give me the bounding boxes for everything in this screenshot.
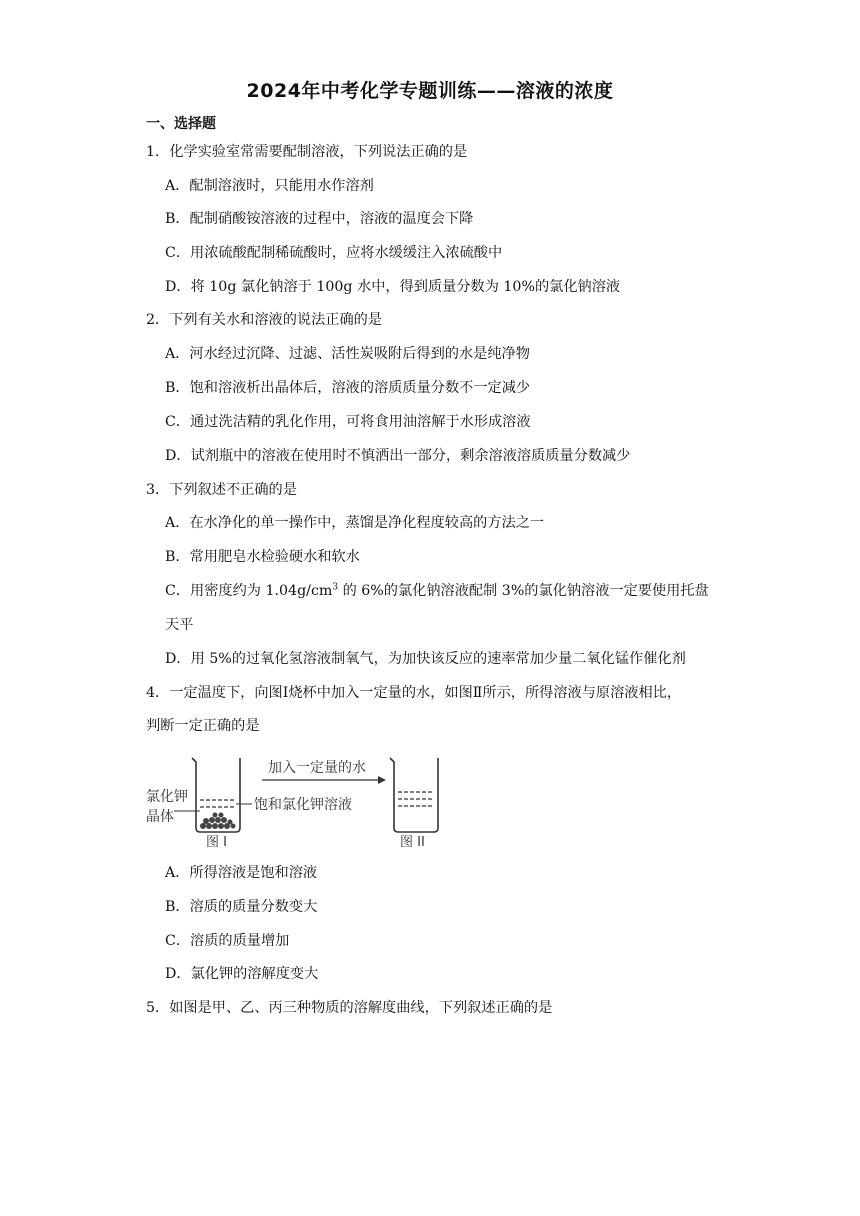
beaker-2-liquid (398, 792, 434, 806)
question-1-option-d: D．将 10g 氯化钠溶于 100g 水中，得到质量分数为 10%的氯化钠溶液 (165, 279, 621, 295)
question-5-stem: 5．如图是甲、乙、丙三种物质的溶解度曲线，下列叙述正确的是 (146, 1000, 553, 1016)
arrow-head (378, 776, 386, 784)
question-3-option-a: A．在水净化的单一操作中，蒸馏是净化程度较高的方法之一 (165, 515, 545, 531)
question-3-option-c-pre: C．用密度约为 1.04g/cm (165, 583, 333, 599)
question-1-option-c: C．用浓硫酸配制稀硫酸时，应将水缓缓注入浓硫酸中 (165, 245, 503, 261)
question-2-option-d: D．试剂瓶中的溶液在使用时不慎洒出一部分，剩余溶液溶质质量分数减少 (165, 448, 631, 464)
superscript: 3 (332, 582, 339, 593)
page-title: 2024年中考化学专题训练——溶液的浓度 (246, 80, 614, 102)
question-2-option-b: B．饱和溶液析出晶体后，溶液的溶质质量分数不一定减少 (165, 380, 531, 396)
question-1-option-b: B．配制硝酸铵溶液的过程中，溶液的温度会下降 (165, 211, 474, 227)
question-3-stem: 3．下列叙述不正确的是 (146, 482, 297, 498)
solution-label: 饱和氯化钾溶液 (254, 797, 352, 813)
arrow-label: 加入一定量的水 (268, 760, 366, 776)
question-1-option-a: A．配制溶液时，只能用水作溶剂 (165, 178, 374, 194)
beaker-figure (140, 748, 450, 848)
crystal-pile (200, 813, 236, 830)
crystal-label-line1: 氯化钾 (146, 789, 188, 805)
question-3-option-d: D．用 5%的过氧化氢溶液制氧气，为加快该反应的速率常加少量二氧化锰作催化剂 (165, 651, 686, 667)
question-2-stem: 2．下列有关水和溶液的说法正确的是 (146, 312, 383, 328)
beaker-2 (390, 758, 438, 832)
question-3-option-c (165, 580, 709, 600)
section-heading: 一、选择题 (146, 116, 216, 132)
question-3-option-b: B．常用肥皂水检验硬水和软水 (165, 549, 360, 565)
question-1-stem: 1．化学实验室常需要配制溶液，下列说法正确的是 (146, 144, 468, 160)
question-3-option-c-post: 的 6%的氯化钠溶液配制 3%的氯化钠溶液一定要使用托盘 (338, 583, 709, 599)
question-4-option-b: B．溶质的质量分数变大 (165, 899, 318, 915)
question-2-option-a: A．河水经过沉降、过滤、活性炭吸附后得到的水是纯净物 (165, 346, 530, 362)
question-2-option-c: C．通过洗洁精的乳化作用，可将食用油溶解于水形成溶液 (165, 414, 531, 430)
question-4-option-d: D．氯化钾的溶解度变大 (165, 966, 319, 982)
question-3-option-c-continuation: 天平 (165, 617, 194, 633)
question-4-stem-line1: 4．一定温度下，向图Ⅰ烧杯中加入一定量的水，如图Ⅱ所示，所得溶液与原溶液相比， (146, 685, 682, 701)
question-4-option-c: C．溶质的质量增加 (165, 933, 290, 949)
figure-1-caption: 图 I (206, 835, 227, 848)
question-4-option-a: A．所得溶液是饱和溶液 (165, 865, 318, 881)
beaker-1-liquid (200, 800, 236, 807)
question-4-stem-line2: 判断一定正确的是 (146, 718, 260, 734)
figure-2-caption: 图 II (400, 835, 425, 848)
crystal-label-line2: 晶体 (146, 809, 174, 825)
